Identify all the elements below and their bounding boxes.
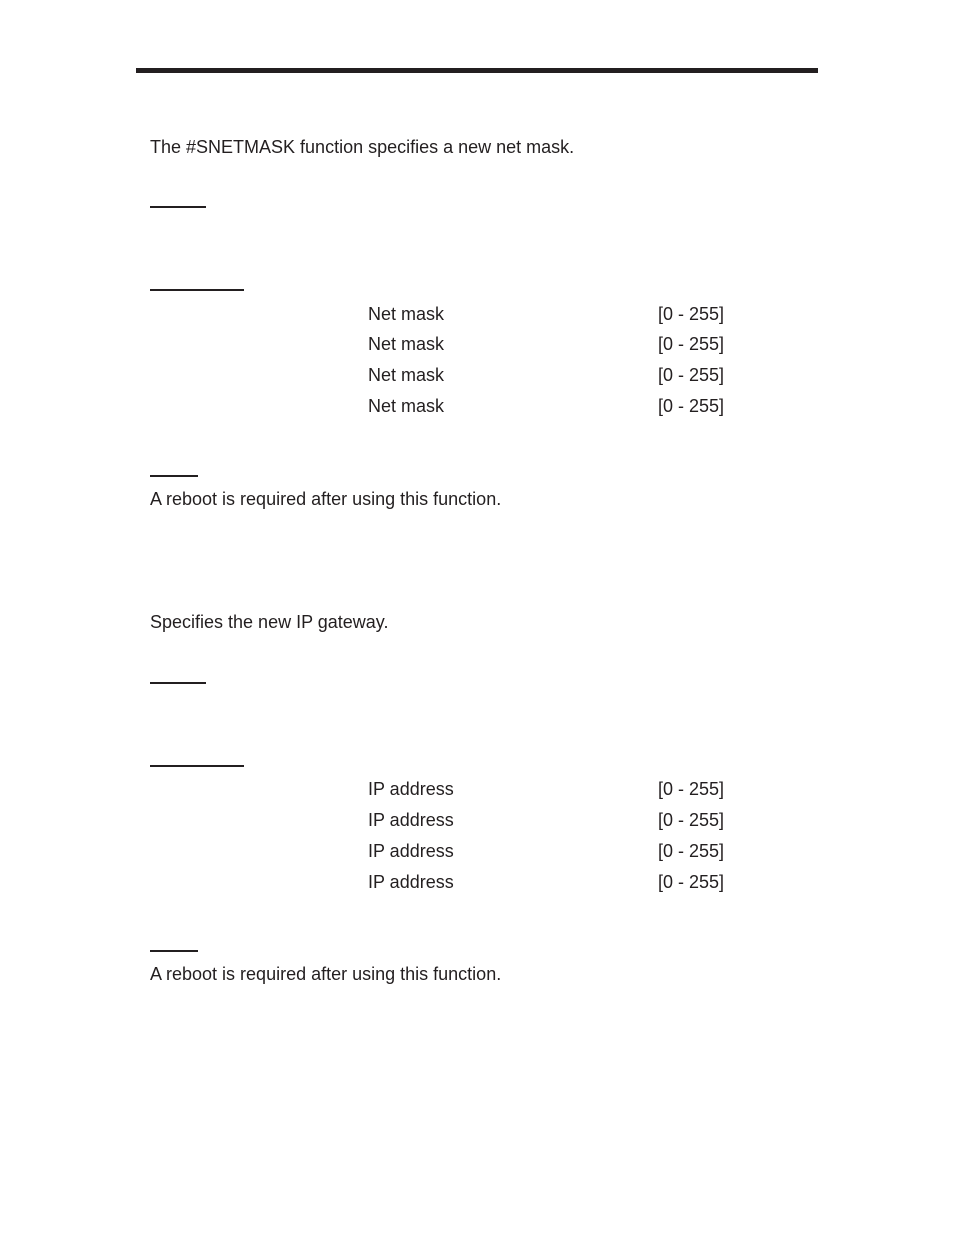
param-name: IP address: [368, 841, 454, 861]
param-range: [0 - 255]: [658, 841, 725, 861]
parameters-heading-underline: [150, 289, 244, 291]
note-heading-underline: [150, 950, 198, 952]
syntax-heading-underline: [150, 682, 206, 684]
param-range: [0 - 255]: [658, 304, 725, 324]
syntax-heading-underline: [150, 206, 206, 208]
param-range: [0 - 255]: [658, 779, 725, 799]
param-name: Net mask: [368, 396, 445, 416]
header-rule: [136, 68, 818, 73]
reboot-note: A reboot is required after using this function.: [150, 964, 502, 984]
param-range: [0 - 255]: [658, 396, 725, 416]
param-name: IP address: [368, 810, 454, 830]
param-range: [0 - 255]: [658, 365, 725, 385]
param-name: Net mask: [368, 304, 445, 324]
param-range: [0 - 255]: [658, 334, 725, 354]
param-name: Net mask: [368, 334, 445, 354]
note-heading-underline: [150, 475, 198, 477]
param-name: IP address: [368, 779, 454, 799]
param-range: [0 - 255]: [658, 872, 725, 892]
parameters-heading-underline: [150, 765, 244, 767]
reboot-note: A reboot is required after using this function.: [150, 489, 502, 509]
snetmask-description: The #SNETMASK function specifies a new net mask.: [150, 137, 575, 157]
param-range: [0 - 255]: [658, 810, 725, 830]
param-name: Net mask: [368, 365, 445, 385]
gateway-description: Specifies the new IP gateway.: [150, 612, 389, 632]
param-name: IP address: [368, 872, 454, 892]
